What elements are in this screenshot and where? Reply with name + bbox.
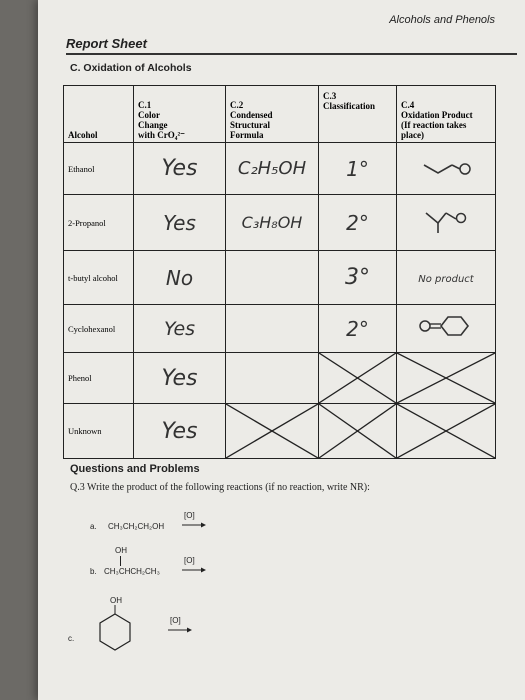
reaction-b-label: b. (90, 567, 97, 576)
product-cell (397, 195, 496, 251)
cross-mark (319, 353, 396, 403)
reaction-b-bond (120, 556, 121, 566)
color-change-answer: Yes (161, 418, 198, 444)
product-answer: No product (418, 273, 474, 285)
cross-mark (397, 404, 495, 458)
report-title: Report Sheet (66, 36, 147, 51)
color-change-answer: Yes (161, 156, 198, 181)
formula-answer: C₂H₅OH (237, 158, 307, 179)
classification-answer: 2° (346, 316, 369, 341)
reaction-b-reagent: [O] (184, 556, 195, 565)
header-c2-line: C.2 (230, 100, 244, 110)
reaction-b-substituent: OH (115, 546, 127, 555)
header-c4-line: place) (401, 130, 424, 140)
header-c2 (226, 86, 319, 143)
header-c1 (134, 86, 226, 143)
formula-answer-empty (226, 251, 319, 305)
product-cell (397, 305, 496, 353)
table-row (64, 353, 496, 404)
header-c3 (319, 86, 397, 143)
alcohol-name: 2-Propanol (64, 195, 134, 251)
header-c3-line: Classification (323, 101, 376, 111)
course-header: Alcohols and Phenols (389, 14, 495, 26)
header-alcohol: Alcohol (64, 86, 134, 143)
reaction-c-label: c. (68, 634, 75, 643)
table-header-row (64, 86, 496, 143)
reaction-a-label: a. (90, 522, 97, 531)
reaction-b-formula: CH₃CHCH₂CH₃ (104, 567, 160, 576)
reaction-a-arrow (182, 522, 206, 528)
color-change-answer: Yes (163, 317, 196, 340)
header-c4 (397, 86, 496, 143)
reaction-c-reagent: [O] (170, 616, 181, 625)
reaction-a-reagent: [O] (184, 511, 195, 520)
cyclohexanone-structure-drawing (411, 311, 481, 341)
reaction-b-arrow (182, 567, 206, 573)
cross-mark (319, 404, 396, 458)
ketone-structure-drawing (416, 203, 476, 237)
header-c2-line: Condensed (230, 110, 273, 120)
alcohol-name: Ethanol (64, 143, 134, 195)
formula-answer-empty (226, 353, 319, 404)
header-c4-line: Oxidation Product (401, 110, 473, 120)
formula-answer: C₃H₈OH (241, 212, 303, 232)
color-change-answer: Yes (163, 210, 196, 235)
alcohol-name: Phenol (64, 353, 134, 404)
alcohol-name: Unknown (64, 404, 134, 459)
reaction-c-arrow (168, 627, 192, 633)
formula-crossed-out (226, 404, 319, 459)
header-c2-line: Formula (230, 130, 264, 140)
cross-mark (397, 353, 495, 403)
reaction-a-formula: CH₃CH₂CH₂OH (108, 522, 165, 531)
header-c1-line: C.1 (138, 100, 152, 110)
formula-answer-empty (226, 305, 319, 353)
header-c1-line: with CrO₄²⁻ (138, 130, 185, 140)
table-row (64, 305, 496, 353)
report-sheet-page (38, 0, 525, 700)
header-c1-line: Change (138, 120, 168, 130)
cyclohexanol-structure-drawing (96, 605, 136, 657)
header-c1-line: Color (138, 110, 160, 120)
classification-answer: 1° (346, 156, 369, 181)
reaction-c-substituent: OH (110, 596, 122, 605)
alcohol-name: t-butyl alcohol (64, 251, 134, 305)
cross-mark (226, 404, 318, 458)
classification-crossed-out (319, 353, 397, 404)
table-row (64, 195, 496, 251)
classification-answer: 2° (346, 210, 369, 235)
questions-title: Questions and Problems (70, 463, 200, 475)
oxidation-table (63, 85, 496, 459)
header-c2-line: Structural (230, 120, 270, 130)
table-row (64, 251, 496, 305)
product-cell (397, 143, 496, 195)
header-c4-line: (If reaction takes (401, 120, 467, 130)
header-c3-line: C.3 (323, 91, 337, 101)
header-c4-line: C.4 (401, 100, 415, 110)
product-crossed-out (397, 404, 496, 459)
color-change-answer: Yes (161, 365, 198, 391)
aldehyde-structure-drawing (416, 151, 476, 181)
title-rule (66, 53, 517, 55)
question-3-prompt: Q.3 Write the product of the following reactions (if no reaction, write NR): (70, 482, 370, 493)
color-change-answer: No (165, 265, 194, 290)
table-row (64, 404, 496, 459)
section-title: C. Oxidation of Alcohols (70, 62, 192, 74)
table-row (64, 143, 496, 195)
product-crossed-out (397, 353, 496, 404)
classification-answer: 3° (345, 265, 370, 290)
classification-crossed-out (319, 404, 397, 459)
alcohol-name: Cyclohexanol (64, 305, 134, 353)
